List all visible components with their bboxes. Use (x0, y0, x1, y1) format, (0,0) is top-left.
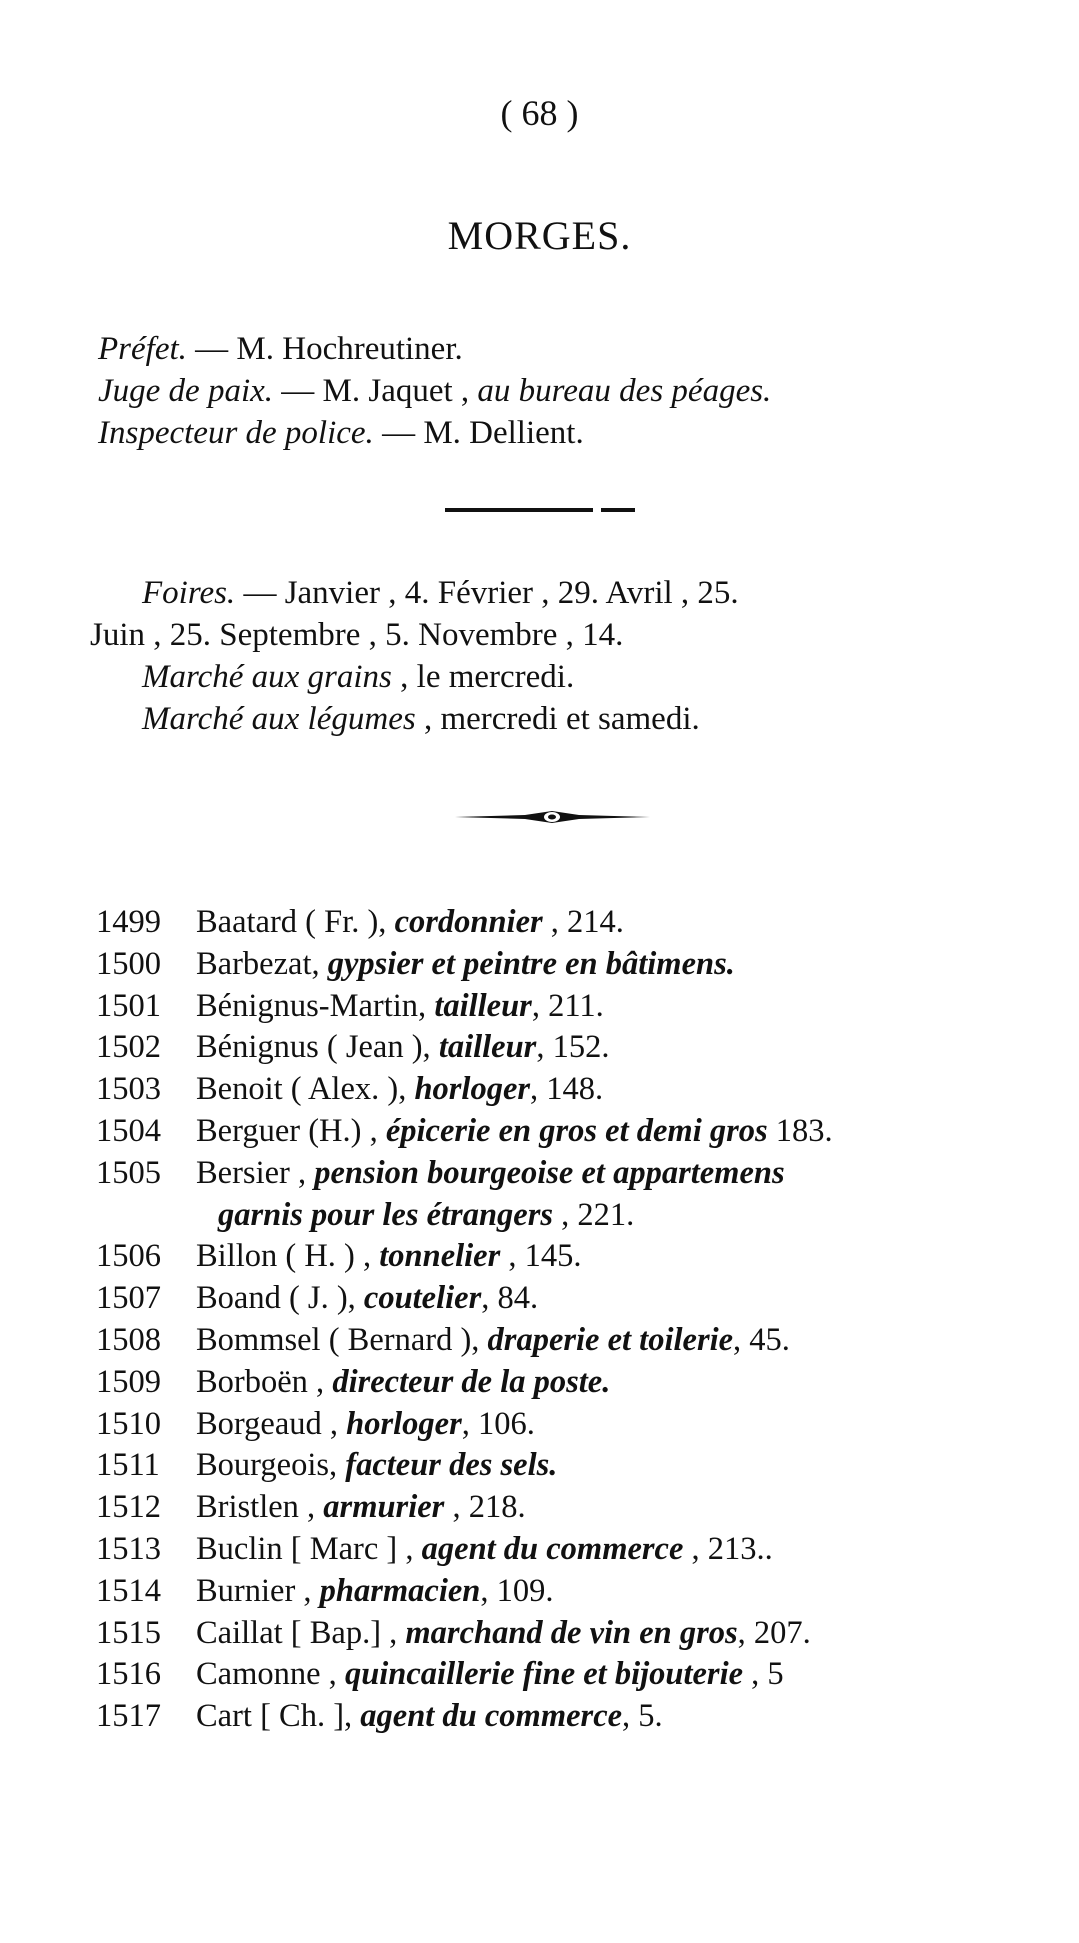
fairs-line-2 (90, 614, 1040, 656)
official-name: M. Jaquet , (322, 373, 478, 409)
entry-address: , 5 (743, 1656, 784, 1693)
entry-address: , 5. (622, 1698, 663, 1735)
fairs-dates-1: — Janvier , 4. Février , 29. Avril , 25. (235, 575, 739, 611)
vegetable-market-label: Marché aux légumes (142, 701, 416, 737)
entry-name: Bourgeois, (196, 1447, 346, 1484)
list-item (96, 1445, 1046, 1487)
entry-trade: pharmacien (319, 1572, 481, 1609)
entry-name: Camonne , (196, 1656, 345, 1693)
entry-address: , 145. (500, 1238, 582, 1275)
fairs-line-1 (90, 572, 1040, 614)
ornamental-divider (455, 808, 650, 826)
entry-trade: marchand de vin en gros (405, 1614, 738, 1651)
entry-address: , 84. (481, 1280, 539, 1317)
entry-trade: draperie et toilerie (487, 1321, 734, 1358)
list-item (96, 1236, 1046, 1278)
entry-name: Buclin [ Marc ] , (196, 1530, 422, 1567)
entry-trade: cordonnier (394, 904, 543, 940)
list-item (96, 1069, 1046, 1111)
entry-name: Bénignus ( Jean ), (196, 1029, 439, 1066)
entry-address: , 45. (733, 1321, 790, 1358)
list-item (96, 1153, 1046, 1195)
list-item (96, 1362, 1046, 1404)
entry-address: , 213.. (683, 1530, 773, 1567)
section-divider (445, 508, 635, 512)
list-item (96, 1654, 1046, 1696)
grain-market-label: Marché aux grains (142, 659, 392, 695)
entry-address: 183. (767, 1112, 833, 1149)
entry-number: 1499 (96, 904, 161, 940)
entry-name: Caillat [ Bap.] , (196, 1614, 406, 1651)
official-inspecteur (98, 412, 1038, 454)
entry-number: 1504 (96, 1112, 161, 1149)
fairs-dates-2: Juin , 25. Septembre , 5. Novembre , 14. (90, 617, 624, 653)
entry-trade: pension bourgeoise et appartemens (314, 1154, 785, 1191)
entry-name: Bénignus-Martin, (196, 987, 435, 1024)
entry-number: 1502 (96, 1029, 161, 1066)
entry-address: , 109. (480, 1572, 554, 1609)
entry-name: Burnier , (196, 1572, 320, 1609)
vegetable-market-days: , mercredi et samedi. (415, 701, 700, 737)
entry-trade: tailleur (434, 987, 532, 1024)
list-item (96, 1571, 1046, 1613)
entry-number: 1512 (96, 1489, 161, 1526)
entry-trade: tonnelier (379, 1238, 501, 1275)
entry-name: Benoit ( Alex. ), (196, 1071, 415, 1108)
entry-name: Boand ( J. ), (196, 1280, 364, 1317)
entry-address: , 211. (531, 987, 604, 1024)
list-item (96, 902, 1046, 944)
entry-name: Bersier , (196, 1154, 315, 1191)
entry-trade: épicerie en gros et demi gros (385, 1112, 768, 1149)
official-name: M. Dellient. (423, 415, 584, 451)
entry-trade: directeur de la poste. (332, 1363, 611, 1400)
entry-trade: quincaillerie fine et bijouterie (344, 1656, 744, 1693)
list-item (96, 944, 1046, 986)
entry-trade: gypsier et peintre en bâtimens. (327, 945, 735, 982)
official-note: au bureau des péages. (477, 373, 772, 409)
entry-number: 1514 (96, 1572, 161, 1609)
entry-number: 1505 (96, 1154, 161, 1191)
entry-trade: horloger (414, 1071, 531, 1108)
entry-number: 1517 (96, 1698, 161, 1735)
entry-address: , 214. (542, 904, 624, 940)
entry-trade: tailleur (438, 1029, 537, 1066)
official-title: Juge de paix. (98, 373, 274, 409)
list-item (96, 1404, 1046, 1446)
entry-address: , 207. (737, 1614, 811, 1651)
officials-list (98, 328, 1038, 454)
entry-name: Cart [ Ch. ], (196, 1698, 361, 1735)
official-name: M. Hochreutiner. (236, 331, 463, 367)
official-title: Préfet. (98, 331, 187, 367)
entry-address: , 152. (536, 1029, 610, 1066)
entry-trade: agent du commerce (421, 1530, 684, 1567)
official-separator: — (273, 373, 323, 409)
entry-trade: coutelier (363, 1280, 482, 1317)
entry-trade: armurier (323, 1489, 445, 1526)
entry-number: 1501 (96, 987, 161, 1024)
entry-trade: agent du commerce (360, 1698, 623, 1735)
fairs-label: Foires. (142, 575, 236, 611)
list-item (96, 1613, 1046, 1655)
market-info (90, 572, 1040, 740)
list-item-continuation (96, 1195, 1046, 1237)
list-item (96, 1487, 1046, 1529)
entry-address: , 106. (461, 1405, 535, 1442)
entry-number: 1513 (96, 1530, 161, 1567)
entry-number: 1507 (96, 1280, 161, 1317)
page-number: ( 68 ) (500, 93, 579, 133)
list-item (96, 1320, 1046, 1362)
entry-number: 1506 (96, 1238, 161, 1275)
entry-name: Borgeaud , (196, 1405, 347, 1442)
entry-name: Billon ( H. ) , (196, 1238, 380, 1275)
entry-name: Baatard ( Fr. ), (196, 904, 395, 940)
town-heading: MORGES. (447, 213, 632, 258)
divider-gap (593, 508, 601, 512)
grain-market-line (90, 656, 1040, 698)
entry-trade-continued: garnis pour les étrangers (218, 1196, 553, 1233)
official-prefet (98, 328, 1038, 370)
entry-number: 1503 (96, 1071, 161, 1108)
list-item (96, 1027, 1046, 1069)
entry-number: 1508 (96, 1321, 161, 1358)
entry-number: 1511 (96, 1447, 160, 1484)
entry-name: Berguer (H.) , (196, 1112, 386, 1149)
vegetable-market-line (90, 698, 1040, 740)
entry-number: 1510 (96, 1405, 161, 1442)
directory-list (96, 902, 1046, 1738)
list-item (96, 986, 1046, 1028)
list-item (96, 1278, 1046, 1320)
entry-number: 1515 (96, 1614, 161, 1651)
list-item (96, 1529, 1046, 1571)
official-title: Inspecteur de police. (98, 415, 374, 451)
list-item (96, 1111, 1046, 1153)
entry-address: , 218. (444, 1489, 526, 1526)
grain-market-day: , le mercredi. (391, 659, 575, 695)
entry-name: Bommsel ( Bernard ), (196, 1321, 488, 1358)
entry-number: 1500 (96, 945, 161, 982)
entry-number: 1516 (96, 1656, 161, 1693)
entry-trade: facteur des sels. (345, 1447, 558, 1484)
entry-name: Borboën , (196, 1363, 333, 1400)
official-juge-de-paix (98, 370, 1038, 412)
official-separator: — (373, 415, 424, 451)
entry-name: Barbezat, (196, 945, 328, 982)
entry-trade: horloger (346, 1405, 462, 1442)
entry-address: , 148. (530, 1071, 604, 1108)
entry-number: 1509 (96, 1363, 161, 1400)
entry-name: Bristlen , (196, 1489, 324, 1526)
entry-address: , 221. (553, 1196, 635, 1233)
list-item (96, 1696, 1046, 1738)
official-separator: — (186, 331, 237, 367)
